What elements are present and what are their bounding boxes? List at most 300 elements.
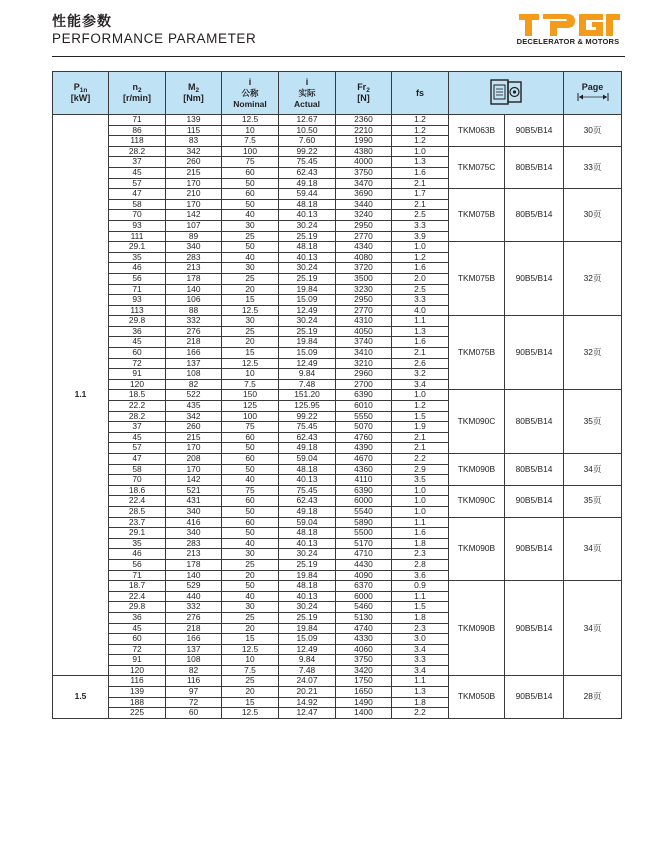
page-cell: 35页 [564, 390, 622, 454]
power-cell: 1.1 [53, 115, 109, 676]
cell-fr2: 3210 [336, 358, 392, 369]
cell-fr2: 2700 [336, 379, 392, 390]
model-cell: TKM090B [449, 517, 505, 581]
cell-fr2: 3500 [336, 273, 392, 284]
cell-n2: 47 [109, 454, 166, 465]
cell-i-actual: 59.04 [279, 517, 336, 528]
cell-m2: 178 [166, 273, 222, 284]
cell-i-nominal: 60 [222, 517, 279, 528]
cell-i-actual: 25.19 [279, 612, 336, 623]
cell-fr2: 4090 [336, 570, 392, 581]
cell-fr2: 2950 [336, 220, 392, 231]
cell-i-nominal: 50 [222, 178, 279, 189]
cell-i-actual: 30.24 [279, 220, 336, 231]
cell-m2: 142 [166, 210, 222, 221]
cell-fr2: 3750 [336, 167, 392, 178]
cell-fr2: 4060 [336, 644, 392, 655]
cell-n2: 35 [109, 538, 166, 549]
cell-fs: 2.8 [392, 559, 449, 570]
cell-i-nominal: 20 [222, 623, 279, 634]
cell-n2: 58 [109, 199, 166, 210]
col-header-p1n: $P_{1n}$ [kW] [53, 72, 109, 115]
cell-n2: 118 [109, 136, 166, 147]
cell-i-nominal: 10 [222, 655, 279, 666]
cell-n2: 22.4 [109, 591, 166, 602]
cell-i-nominal: 7.5 [222, 665, 279, 676]
cell-fs: 1.6 [392, 337, 449, 348]
model-cell: TKM075B [449, 242, 505, 316]
cell-n2: 111 [109, 231, 166, 242]
cell-fr2: 2950 [336, 295, 392, 306]
cell-i-nominal: 50 [222, 443, 279, 454]
cell-i-actual: 19.84 [279, 337, 336, 348]
cell-i-nominal: 25 [222, 676, 279, 687]
cell-n2: 60 [109, 348, 166, 359]
cell-m2: 170 [166, 178, 222, 189]
cell-i-actual: 30.24 [279, 263, 336, 274]
cell-m2: 431 [166, 496, 222, 507]
cell-i-actual: 48.18 [279, 464, 336, 475]
cell-fr2: 5890 [336, 517, 392, 528]
cell-fs: 1.2 [392, 125, 449, 136]
cell-fs: 2.1 [392, 443, 449, 454]
cell-fs: 2.9 [392, 464, 449, 475]
cell-i-nominal: 40 [222, 210, 279, 221]
cell-fs: 2.1 [392, 178, 449, 189]
table-row [53, 517, 622, 528]
cell-i-nominal: 75 [222, 422, 279, 433]
page-cell: 32页 [564, 316, 622, 390]
cell-fr2: 5070 [336, 422, 392, 433]
cell-n2: 113 [109, 305, 166, 316]
cell-fs: 3.3 [392, 295, 449, 306]
cell-n2: 28.2 [109, 146, 166, 157]
cell-n2: 29.8 [109, 602, 166, 613]
cell-fr2: 4760 [336, 432, 392, 443]
cell-n2: 36 [109, 326, 166, 337]
cell-fs: 3.9 [392, 231, 449, 242]
cell-n2: 139 [109, 687, 166, 698]
cell-i-actual: 19.84 [279, 623, 336, 634]
cell-m2: 260 [166, 157, 222, 168]
cell-fr2: 5170 [336, 538, 392, 549]
cell-n2: 23.7 [109, 517, 166, 528]
cell-fr2: 4360 [336, 464, 392, 475]
cell-n2: 71 [109, 284, 166, 295]
flange-cell: 80B5/B14 [505, 189, 564, 242]
page-cell: 30页 [564, 115, 622, 147]
cell-n2: 18.5 [109, 390, 166, 401]
cell-i-actual: 99.22 [279, 146, 336, 157]
cell-fr2: 6000 [336, 496, 392, 507]
cell-i-actual: 25.19 [279, 231, 336, 242]
cell-m2: 213 [166, 263, 222, 274]
model-cell: TKM075B [449, 316, 505, 390]
cell-m2: 340 [166, 242, 222, 253]
cell-n2: 46 [109, 263, 166, 274]
cell-i-nominal: 15 [222, 348, 279, 359]
cell-i-actual: 19.84 [279, 284, 336, 295]
table-row [53, 676, 622, 687]
cell-i-nominal: 25 [222, 231, 279, 242]
cell-n2: 18.6 [109, 485, 166, 496]
cell-i-nominal: 20 [222, 284, 279, 295]
cell-n2: 18.7 [109, 581, 166, 592]
cell-i-actual: 25.19 [279, 273, 336, 284]
gearbox-icon [488, 76, 524, 108]
cell-i-actual: 40.13 [279, 252, 336, 263]
model-cell: TKM050B [449, 676, 505, 718]
table-row [53, 390, 622, 401]
cell-m2: 60 [166, 708, 222, 719]
cell-n2: 56 [109, 273, 166, 284]
cell-i-nominal: 30 [222, 549, 279, 560]
cell-fr2: 1750 [336, 676, 392, 687]
cell-i-actual: 7.48 [279, 665, 336, 676]
cell-fr2: 4330 [336, 634, 392, 645]
cell-fs: 2.1 [392, 199, 449, 210]
cell-n2: 60 [109, 634, 166, 645]
cell-m2: 170 [166, 199, 222, 210]
cell-m2: 115 [166, 125, 222, 136]
cell-i-actual: 24.07 [279, 676, 336, 687]
cell-fr2: 2770 [336, 231, 392, 242]
cell-i-nominal: 150 [222, 390, 279, 401]
cell-n2: 70 [109, 475, 166, 486]
cell-fr2: 3720 [336, 263, 392, 274]
page-title-cn: 性能参数 [52, 13, 112, 29]
cell-i-actual: 19.84 [279, 570, 336, 581]
cell-fs: 2.1 [392, 432, 449, 443]
cell-fs: 4.0 [392, 305, 449, 316]
cell-i-actual: 48.18 [279, 199, 336, 210]
cell-i-nominal: 60 [222, 432, 279, 443]
cell-i-nominal: 50 [222, 199, 279, 210]
cell-n2: 45 [109, 167, 166, 178]
page-width-arrow-icon [577, 93, 609, 101]
cell-m2: 208 [166, 454, 222, 465]
cell-fr2: 6000 [336, 591, 392, 602]
cell-fr2: 2360 [336, 115, 392, 126]
cell-n2: 35 [109, 252, 166, 263]
cell-m2: 416 [166, 517, 222, 528]
cell-m2: 332 [166, 316, 222, 327]
cell-fs: 3.4 [392, 665, 449, 676]
model-cell: TKM075C [449, 146, 505, 188]
cell-i-actual: 30.24 [279, 602, 336, 613]
model-cell: TKM090B [449, 454, 505, 486]
cell-i-nominal: 15 [222, 295, 279, 306]
cell-n2: 28.2 [109, 411, 166, 422]
cell-n2: 225 [109, 708, 166, 719]
cell-m2: 440 [166, 591, 222, 602]
cell-fs: 2.1 [392, 348, 449, 359]
flange-cell: 90B5/B14 [505, 485, 564, 517]
flange-cell: 80B5/B14 [505, 454, 564, 486]
cell-m2: 139 [166, 115, 222, 126]
cell-i-actual: 48.18 [279, 242, 336, 253]
cell-i-nominal: 75 [222, 157, 279, 168]
cell-m2: 170 [166, 464, 222, 475]
cell-i-nominal: 10 [222, 369, 279, 380]
cell-m2: 276 [166, 612, 222, 623]
cell-i-actual: 48.18 [279, 528, 336, 539]
cell-fs: 1.1 [392, 591, 449, 602]
cell-fr2: 3740 [336, 337, 392, 348]
cell-i-nominal: 12.5 [222, 115, 279, 126]
cell-i-nominal: 60 [222, 167, 279, 178]
cell-n2: 72 [109, 644, 166, 655]
cell-fr2: 6390 [336, 390, 392, 401]
cell-fr2: 3410 [336, 348, 392, 359]
cell-m2: 106 [166, 295, 222, 306]
table-row [53, 485, 622, 496]
cell-i-nominal: 12.5 [222, 708, 279, 719]
cell-fr2: 6010 [336, 401, 392, 412]
cell-m2: 82 [166, 379, 222, 390]
col-header-i-nominal: i 公称 Nominal [222, 72, 279, 115]
cell-n2: 28.5 [109, 506, 166, 517]
cell-i-actual: 30.24 [279, 549, 336, 560]
page-cell: 34页 [564, 454, 622, 486]
cell-i-actual: 48.18 [279, 581, 336, 592]
cell-i-actual: 25.19 [279, 326, 336, 337]
cell-i-actual: 75.45 [279, 157, 336, 168]
cell-i-nominal: 100 [222, 146, 279, 157]
cell-fr2: 1650 [336, 687, 392, 698]
cell-i-actual: 15.09 [279, 295, 336, 306]
cell-i-actual: 49.18 [279, 506, 336, 517]
cell-fr2: 4710 [336, 549, 392, 560]
table-header-row [53, 72, 622, 115]
page-cell: 35页 [564, 485, 622, 517]
cell-fr2: 4080 [336, 252, 392, 263]
cell-m2: 215 [166, 167, 222, 178]
col-header-fs: fs [392, 72, 449, 115]
cell-fr2: 5460 [336, 602, 392, 613]
cell-fs: 0.9 [392, 581, 449, 592]
cell-i-nominal: 25 [222, 559, 279, 570]
cell-n2: 22.2 [109, 401, 166, 412]
cell-m2: 340 [166, 506, 222, 517]
cell-i-actual: 75.45 [279, 485, 336, 496]
cell-i-nominal: 40 [222, 538, 279, 549]
cell-i-nominal: 60 [222, 189, 279, 200]
header-divider [52, 56, 625, 57]
cell-i-nominal: 15 [222, 634, 279, 645]
cell-i-nominal: 40 [222, 475, 279, 486]
cell-i-nominal: 50 [222, 506, 279, 517]
cell-fs: 1.8 [392, 697, 449, 708]
cell-m2: 260 [166, 422, 222, 433]
cell-fr2: 5540 [336, 506, 392, 517]
cell-fs: 3.5 [392, 475, 449, 486]
cell-i-nominal: 50 [222, 581, 279, 592]
cell-n2: 22.4 [109, 496, 166, 507]
cell-m2: 529 [166, 581, 222, 592]
cell-fs: 1.5 [392, 602, 449, 613]
cell-m2: 283 [166, 538, 222, 549]
page-cell: 32页 [564, 242, 622, 316]
cell-m2: 137 [166, 358, 222, 369]
cell-i-actual: 40.13 [279, 475, 336, 486]
cell-fs: 1.3 [392, 157, 449, 168]
cell-fs: 1.1 [392, 517, 449, 528]
cell-m2: 435 [166, 401, 222, 412]
cell-m2: 342 [166, 146, 222, 157]
model-cell: TKM090C [449, 390, 505, 454]
cell-fs: 2.3 [392, 623, 449, 634]
table-row [53, 316, 622, 327]
cell-fs: 1.8 [392, 612, 449, 623]
cell-i-actual: 62.43 [279, 496, 336, 507]
logo-subtitle: DECELERATOR & MOTORS [516, 37, 620, 46]
cell-i-nominal: 25 [222, 612, 279, 623]
cell-fr2: 2770 [336, 305, 392, 316]
cell-n2: 70 [109, 210, 166, 221]
cell-i-actual: 10.50 [279, 125, 336, 136]
cell-fr2: 4380 [336, 146, 392, 157]
cell-fr2: 4340 [336, 242, 392, 253]
cell-n2: 188 [109, 697, 166, 708]
cell-m2: 140 [166, 284, 222, 295]
model-cell: TKM063B [449, 115, 505, 147]
cell-fr2: 4670 [336, 454, 392, 465]
cell-fs: 2.0 [392, 273, 449, 284]
cell-n2: 57 [109, 443, 166, 454]
cell-fr2: 4310 [336, 316, 392, 327]
cell-i-actual: 9.84 [279, 655, 336, 666]
col-header-page: Page [564, 72, 622, 115]
page-cell: 30页 [564, 189, 622, 242]
cell-fs: 1.0 [392, 390, 449, 401]
cell-i-actual: 30.24 [279, 316, 336, 327]
cell-fs: 1.1 [392, 316, 449, 327]
cell-fr2: 2960 [336, 369, 392, 380]
cell-i-nominal: 60 [222, 454, 279, 465]
cell-i-actual: 151.20 [279, 390, 336, 401]
col-header-m2: $M_2$ [Nm] [166, 72, 222, 115]
cell-i-actual: 40.13 [279, 210, 336, 221]
cell-n2: 37 [109, 157, 166, 168]
cell-n2: 93 [109, 295, 166, 306]
cell-n2: 29.1 [109, 528, 166, 539]
cell-m2: 218 [166, 623, 222, 634]
cell-fr2: 6370 [336, 581, 392, 592]
table-row [53, 189, 622, 200]
cell-fs: 1.1 [392, 676, 449, 687]
cell-fr2: 5550 [336, 411, 392, 422]
cell-fr2: 4110 [336, 475, 392, 486]
cell-i-nominal: 25 [222, 273, 279, 284]
table-row [53, 454, 622, 465]
cell-m2: 522 [166, 390, 222, 401]
cell-i-nominal: 10 [222, 125, 279, 136]
cell-i-actual: 12.67 [279, 115, 336, 126]
cell-n2: 91 [109, 655, 166, 666]
cell-fs: 3.4 [392, 379, 449, 390]
cell-i-nominal: 40 [222, 252, 279, 263]
cell-m2: 213 [166, 549, 222, 560]
cell-m2: 107 [166, 220, 222, 231]
cell-n2: 45 [109, 337, 166, 348]
cell-i-actual: 15.09 [279, 348, 336, 359]
model-cell: TKM075B [449, 189, 505, 242]
cell-fr2: 3690 [336, 189, 392, 200]
cell-fr2: 4740 [336, 623, 392, 634]
cell-i-actual: 75.45 [279, 422, 336, 433]
cell-fs: 1.2 [392, 115, 449, 126]
cell-i-actual: 12.49 [279, 305, 336, 316]
cell-i-nominal: 20 [222, 337, 279, 348]
cell-fr2: 2210 [336, 125, 392, 136]
cell-fr2: 3440 [336, 199, 392, 210]
cell-fs: 2.3 [392, 549, 449, 560]
cell-fs: 1.0 [392, 146, 449, 157]
page-cell: 28页 [564, 676, 622, 718]
cell-fr2: 1400 [336, 708, 392, 719]
flange-cell: 80B5/B14 [505, 390, 564, 454]
cell-n2: 47 [109, 189, 166, 200]
cell-i-nominal: 60 [222, 496, 279, 507]
cell-fr2: 3420 [336, 665, 392, 676]
cell-i-actual: 49.18 [279, 178, 336, 189]
col-header-fr2: $Fr_2$ [N] [336, 72, 392, 115]
flange-cell: 90B5/B14 [505, 581, 564, 676]
cell-m2: 116 [166, 676, 222, 687]
cell-i-actual: 99.22 [279, 411, 336, 422]
cell-i-nominal: 30 [222, 263, 279, 274]
cell-i-actual: 62.43 [279, 167, 336, 178]
cell-i-nominal: 25 [222, 326, 279, 337]
cell-i-nominal: 20 [222, 687, 279, 698]
cell-i-nominal: 50 [222, 464, 279, 475]
cell-fs: 2.6 [392, 358, 449, 369]
cell-n2: 120 [109, 665, 166, 676]
cell-fr2: 1990 [336, 136, 392, 147]
table-row [53, 115, 622, 126]
table-row [53, 146, 622, 157]
cell-i-nominal: 40 [222, 591, 279, 602]
cell-n2: 37 [109, 422, 166, 433]
cell-i-nominal: 7.5 [222, 136, 279, 147]
cell-n2: 116 [109, 676, 166, 687]
cell-m2: 83 [166, 136, 222, 147]
col-header-i-actual: i 实际 Actual [279, 72, 336, 115]
cell-fs: 1.2 [392, 401, 449, 412]
cell-m2: 72 [166, 697, 222, 708]
cell-i-actual: 20.21 [279, 687, 336, 698]
cell-i-nominal: 30 [222, 316, 279, 327]
col-header-gearbox [449, 72, 564, 115]
cell-i-nominal: 12.5 [222, 305, 279, 316]
cell-m2: 142 [166, 475, 222, 486]
cell-i-actual: 7.48 [279, 379, 336, 390]
cell-m2: 97 [166, 687, 222, 698]
cell-i-nominal: 30 [222, 602, 279, 613]
cell-n2: 120 [109, 379, 166, 390]
cell-fs: 1.0 [392, 506, 449, 517]
cell-fs: 3.3 [392, 655, 449, 666]
page-cell: 34页 [564, 517, 622, 581]
cell-n2: 93 [109, 220, 166, 231]
cell-fs: 1.8 [392, 538, 449, 549]
cell-i-actual: 25.19 [279, 559, 336, 570]
cell-fs: 2.2 [392, 454, 449, 465]
cell-n2: 71 [109, 115, 166, 126]
cell-i-actual: 125.95 [279, 401, 336, 412]
cell-fr2: 1490 [336, 697, 392, 708]
